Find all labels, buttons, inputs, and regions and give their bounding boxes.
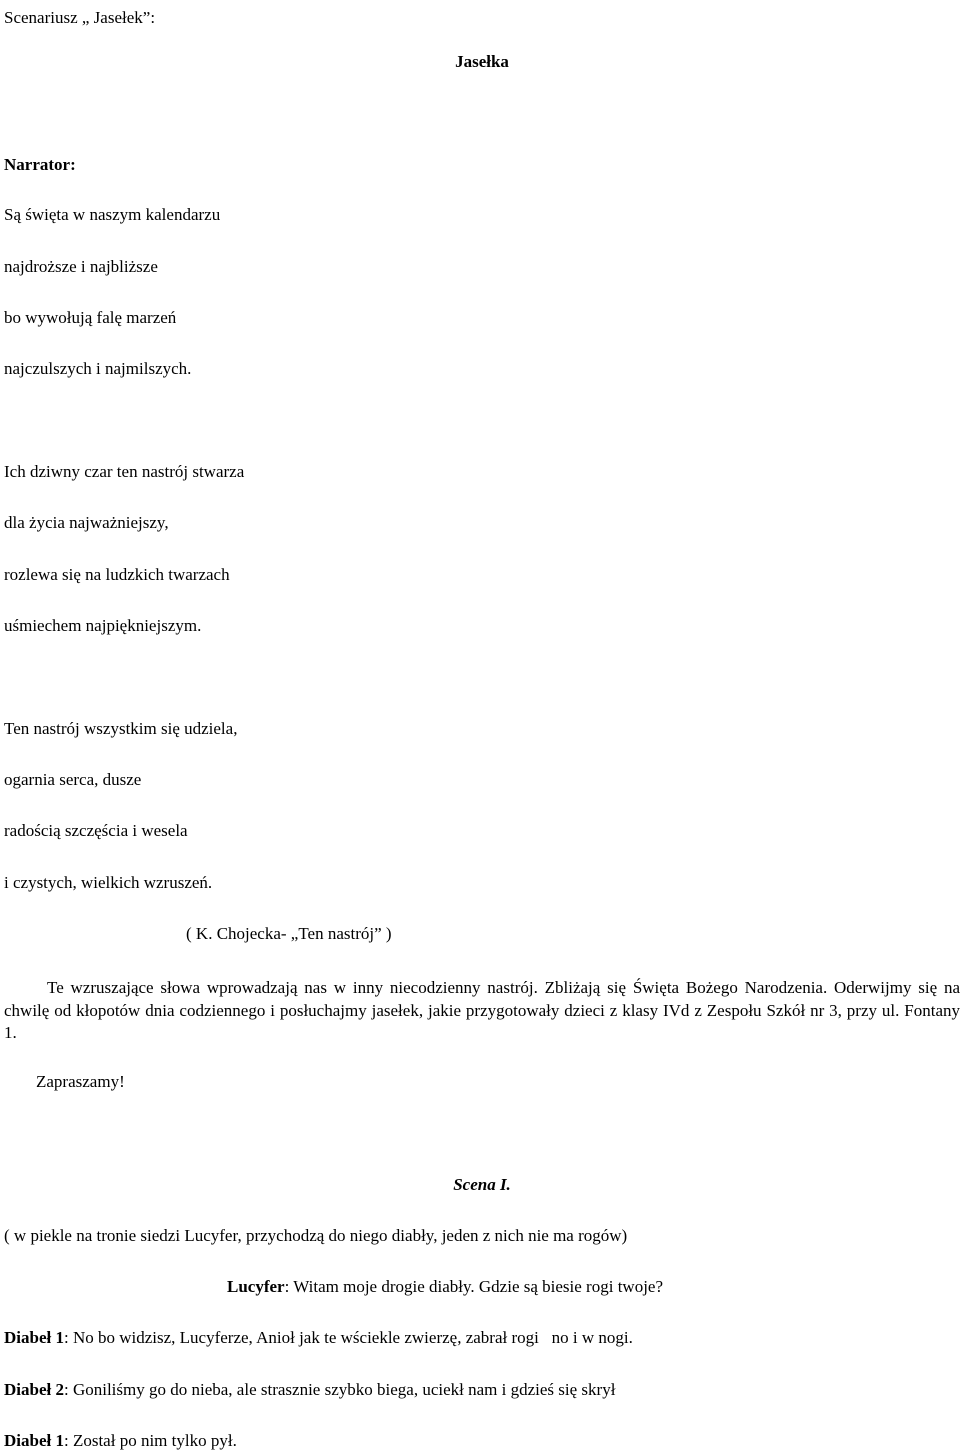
speaker-name: Diabeł 1 bbox=[4, 1328, 64, 1347]
speech-text: : Witam moje drogie diabły. Gdzie są biesie rogi twoje? bbox=[284, 1277, 664, 1296]
poem-line: Ten nastrój wszystkim się udziela, bbox=[4, 719, 238, 738]
poem-line: radością szczęścia i wesela bbox=[4, 821, 188, 840]
document-title: Jasełka bbox=[455, 52, 509, 71]
poem-attribution: ( K. Chojecka- „Ten nastrój” ) bbox=[186, 924, 392, 943]
document-header: Scenariusz „ Jasełek”: bbox=[4, 8, 156, 27]
poem-line: Ich dziwny czar ten nastrój stwarza bbox=[4, 462, 245, 481]
speech-text: : No bo widzisz, Lucyferze, Anioł jak te wściekle zwierzę, zabrał rogi no i w nogi. bbox=[63, 1328, 633, 1347]
intro-paragraph bbox=[4, 977, 960, 1045]
stage-direction: ( w piekle na tronie siedzi Lucyfer, przychodzą do niego diabły, jeden z nich nie ma rogów) bbox=[4, 1226, 628, 1245]
speaker-name: Diabeł 1 bbox=[4, 1431, 64, 1450]
dialogue-line bbox=[4, 1431, 237, 1451]
invitation: Zapraszamy! bbox=[36, 1072, 125, 1091]
poem-line: i czystych, wielkich wzruszeń. bbox=[4, 873, 213, 892]
poem-line: rozlewa się na ludzkich twarzach bbox=[4, 565, 230, 584]
dialogue-line bbox=[227, 1277, 663, 1297]
poem-line: najczulszych i najmilszych. bbox=[4, 359, 192, 378]
scene-title: Scena I. bbox=[453, 1175, 511, 1194]
speaker-name: Lucyfer bbox=[227, 1277, 285, 1296]
speech-text: : Goniliśmy go do nieba, ale strasznie szybko biega, uciekł nam i gdzieś się skrył bbox=[63, 1380, 616, 1399]
dialogue-line bbox=[4, 1328, 633, 1348]
poem-line: bo wywołują falę marzeń bbox=[4, 308, 177, 327]
poem-line: dla życia najważniejszy, bbox=[4, 513, 169, 532]
poem-line: uśmiechem najpiękniejszym. bbox=[4, 616, 202, 635]
speech-text: : Został po nim tylko pył. bbox=[63, 1431, 237, 1450]
narrator-label: Narrator: bbox=[4, 155, 76, 174]
poem-line: ogarnia serca, dusze bbox=[4, 770, 142, 789]
poem-line: najdroższe i najbliższe bbox=[4, 257, 158, 276]
poem-line: Są święta w naszym kalendarzu bbox=[4, 205, 221, 224]
intro-paragraph-text: Te wzruszające słowa wprowadzają nas w inny niecodzienny nastrój. Zbliżają się Święta Bożego Narodzenia. Oderwijmy się na chwilę od kłopotów dnia codziennego i posłuchajmy jasełek, jakie przygotowały dzieci z klasy IVd z Zespołu Szkół nr 3, przy ul. Fontany 1. bbox=[4, 978, 960, 1042]
dialogue-line bbox=[4, 1380, 615, 1400]
speaker-name: Diabeł 2 bbox=[4, 1380, 64, 1399]
